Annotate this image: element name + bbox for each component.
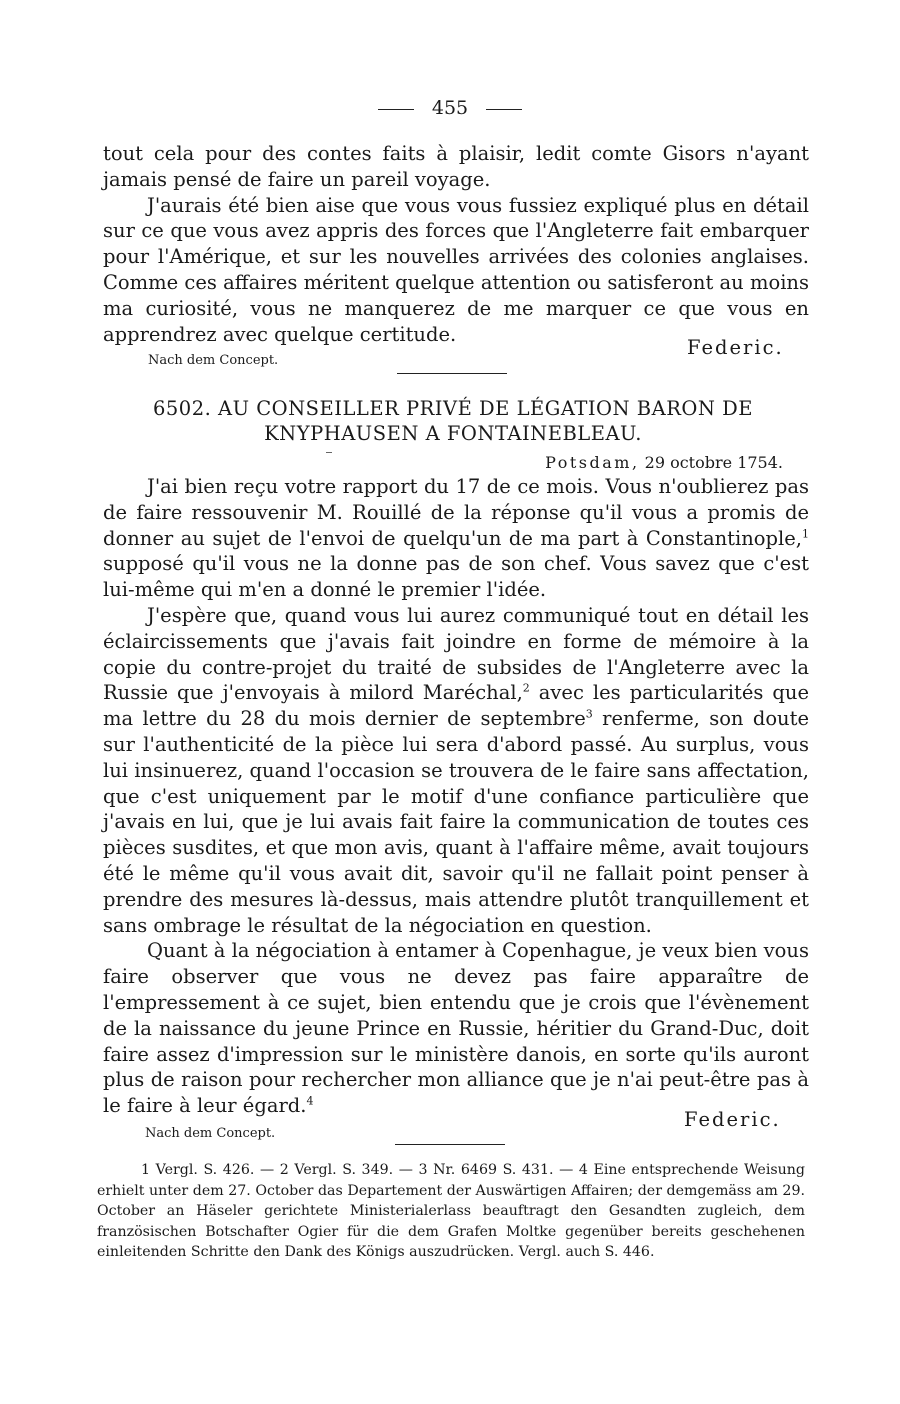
footnote-ref: 3: [585, 707, 593, 721]
document-title-line: 6502. AU CONSEILLER PRIVÉ DE LÉGATION BARON DE: [152, 397, 754, 420]
paragraph: [103, 474, 809, 603]
section1-text: [103, 141, 809, 347]
footnote-ref: 1: [802, 527, 809, 541]
signature: Federic.: [687, 336, 784, 359]
paragraph-text: renferme, son doute sur l'authenticité de la pièce lui sera d'abord passé. Au surplus, vous lui insinuerez, quand l'occasion se trouvera de le faire sans affectation, que c'est uniquement par le motif d'une confiance particulière que j'avais en lui, que je lui avais fait faire la communication de toutes ces pièces susdites, et que mon avis, quant à l'affaire même, avait toujours été le même qu'il vous avait dit, savoir qu'il ne fallait point penser à prendre des mesures là-dessus, mais attendre plutôt tranquillement et sans ombrage le résultat de la négociation en question.: [103, 707, 809, 937]
page-number: 455: [431, 97, 469, 119]
place: Potsdam,: [545, 453, 640, 472]
continuation-paragraph: tout cela pour des contes faits à plaisir, ledit comte Gisors n'ayant jamais pensé de faire un pareil voyage.: [103, 142, 809, 191]
signature: Federic.: [684, 1108, 781, 1131]
dateline: [545, 453, 783, 472]
date: 29 octobre 1754.: [644, 453, 783, 472]
paragraph: J'aurais été bien aise que vous vous fussiez expliqué plus en détail sur ce que vous avez appris des forces que l'Angleterre fait embarquer pour l'Amérique, et sur les nouvelles arrivées des colonies anglaises. Comme ces affaires méritent quelque attention ou satisferont au moins ma curiosité, vous ne manquerez de me marquer ce que vous en apprendrez avec quelque certitude.: [103, 193, 809, 346]
stray-mark: [326, 452, 332, 453]
footnotes: [97, 1160, 805, 1263]
separator-rule: [397, 373, 507, 374]
footnote-ref: 2: [522, 681, 530, 695]
document-title-line: KNYPHAUSEN A FONTAINEBLEAU.: [264, 422, 642, 445]
header-dash-right: [486, 109, 522, 110]
paragraph-text: supposé qu'il vous ne la donne pas de son chef. Vous savez que c'est lui-même qui m'en a donné le premier l'idée.: [103, 552, 809, 602]
header-dash-left: [378, 109, 414, 110]
footnote-ref: 4: [306, 1094, 314, 1108]
paragraph-text: avec les particularités que ma lettre du 28 du mois dernier de septembre: [103, 681, 809, 731]
concept-note: Nach dem Concept.: [148, 353, 279, 368]
paragraph: [103, 938, 809, 1119]
separator-rule: [395, 1144, 505, 1145]
paragraph: [103, 603, 809, 938]
footnote-text: 1 Vergl. S. 426. — 2 Vergl. S. 349. — 3 Nr. 6469 S. 431. — 4 Eine entsprechende Weisung erhielt unter dem 27. October das Departement der Auswärtigen Affairen; der demgemäss am 29. October an Häseler gerichtete Ministerialerlass beauftragt den Gesandten zugleich, dem französischen Botschafter Ogier für die dem Grafen Moltke gegenüber bereits geschehenen einleitenden Schritte den Dank des Königs auszudrücken. Vergl. auch S. 446.: [97, 1162, 805, 1260]
concept-note: Nach dem Concept.: [145, 1126, 276, 1141]
paragraph-text: J'ai bien reçu votre rapport du 17 de ce mois. Vous n'oublierez pas de faire ressouvenir M. Rouillé de la réponse qu'il vous a promis de donner au sujet de l'envoi de quelqu'un de ma part à Constantinople,: [103, 475, 809, 550]
paragraph-text: Quant à la négociation à entamer à Copenhague, je veux bien vous faire observer que vous ne devez pas faire apparaître de l'empressement à ce sujet, bien entendu que je crois que l'évènement de la naissance du jeune Prince en Russie, héritier du Grand-Duc, doit faire assez d'impression sur le ministère danois, en sorte qu'ils auront plus de raison pour rechercher mon alliance que je n'ai peut-être pas à le faire à leur égard.: [103, 939, 809, 1118]
letter-body: [103, 474, 809, 1119]
document-title: [100, 396, 806, 446]
paragraph-text: J'espère que, quand vous lui aurez communiqué tout en détail les éclaircissements que j'avais fait joindre en forme de mémoire à la copie du contre-projet du traité de subsides de l'Angleterre avec la Russie que j'envoyais à milord Maréchal,: [103, 603, 809, 705]
page-header: [0, 97, 900, 119]
